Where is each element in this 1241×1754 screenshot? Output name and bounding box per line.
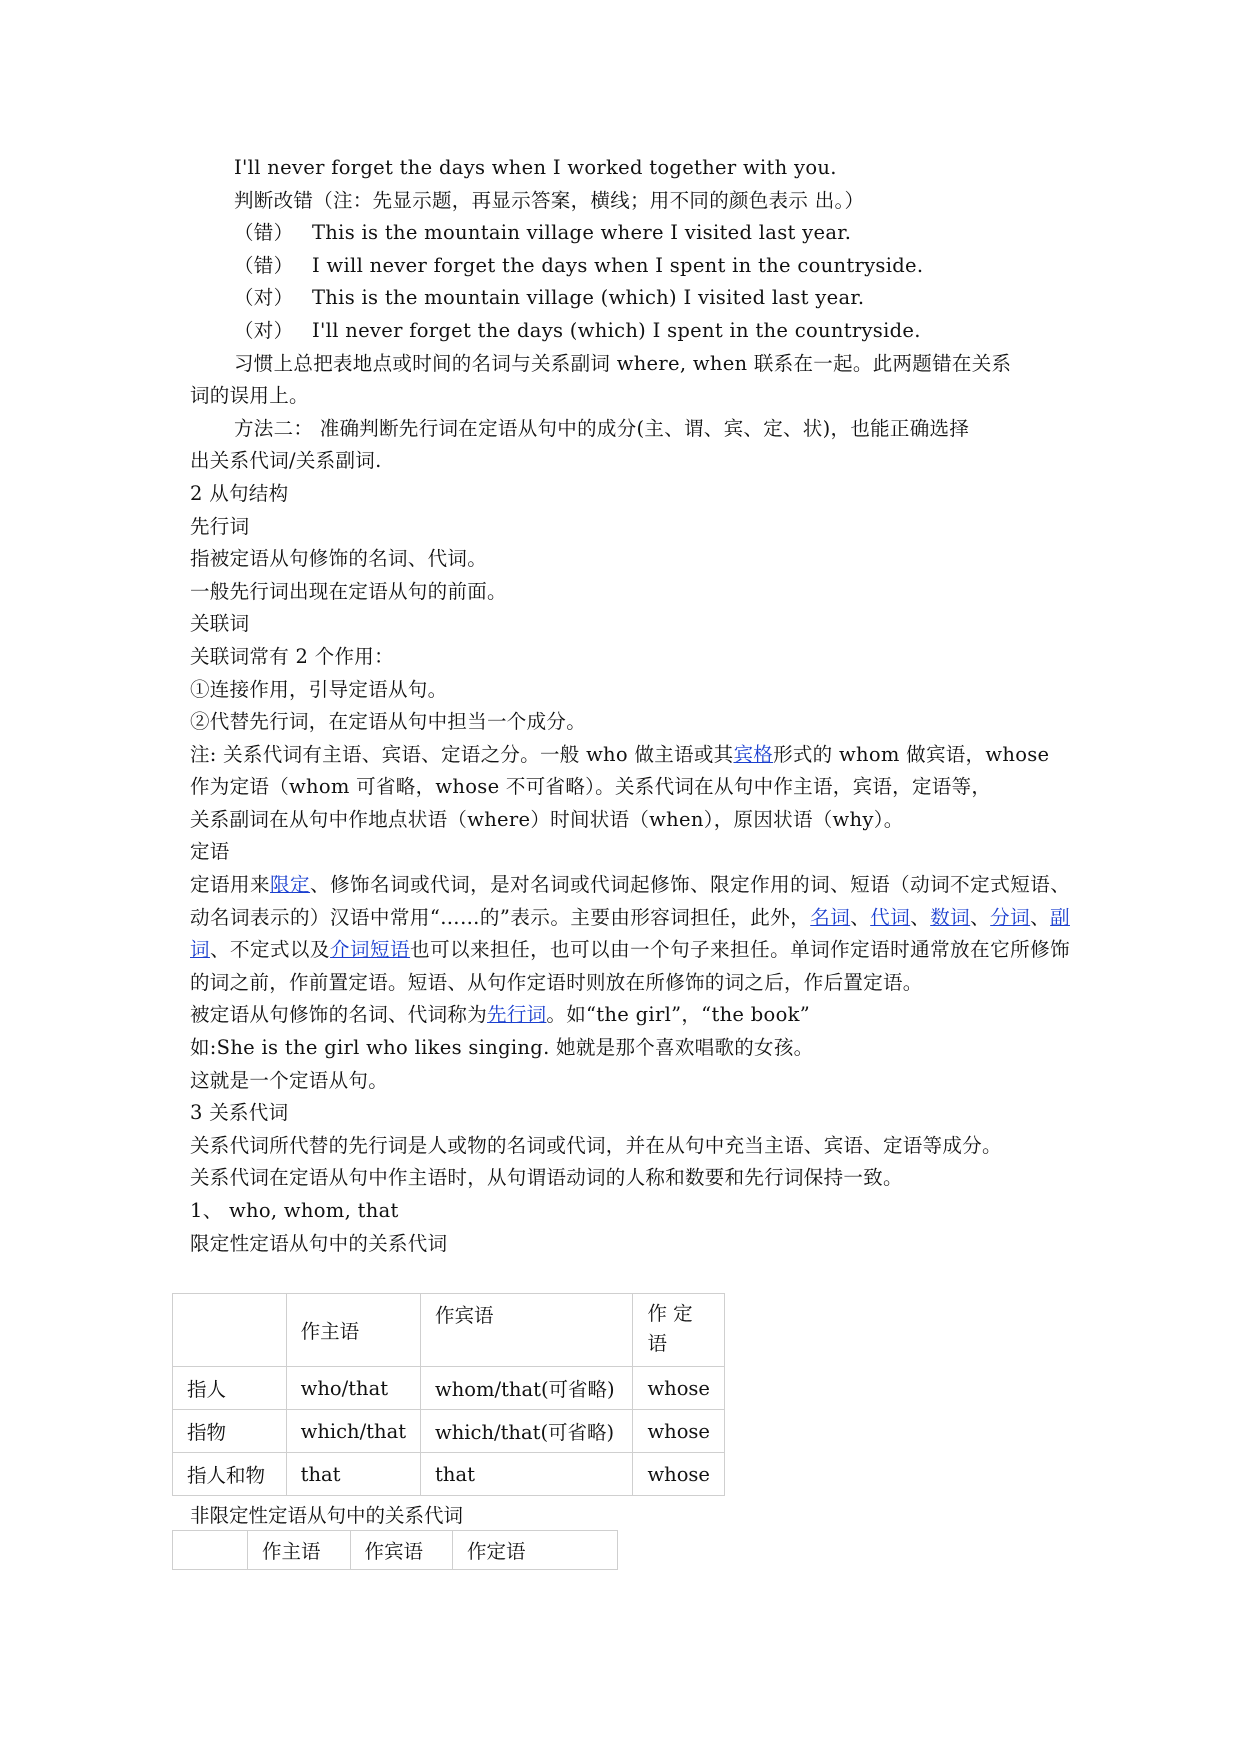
table-header-cell <box>173 1294 287 1367</box>
separator: 、 <box>850 905 871 929</box>
antecedent-note <box>190 999 1070 1032</box>
link-prepositional-phrase[interactable]: 介词短语 <box>330 938 411 962</box>
paragraph-text: 也可以来担任，也可以由一个句子来担任。单词作定语时通常放在它所修饰的词之前，作前置定语。短语、从句作定语时则放在所修饰的词之后，作后置定语。 <box>190 938 1070 994</box>
nonrestrictive-relative-pronoun-table <box>172 1530 618 1570</box>
table-cell: whose <box>633 1410 725 1453</box>
section-heading-3: 3 关系代词 <box>190 1101 289 1125</box>
table-cell: 指物 <box>173 1410 287 1453</box>
table-cell: that <box>286 1453 420 1496</box>
method-two-line-2: 出关系代词/关系副词. <box>190 449 382 473</box>
paragraph-text: 、不定式以及 <box>210 938 331 962</box>
table-cell: which/that <box>286 1410 420 1453</box>
paragraph-text: 、修饰名词或代词，是对名词或代词起修饰、限定作用的词、短语（动词不定式短语、动名词表示的）汉语中常用“……的”表示。主要由形容词担任，此外， <box>190 873 1071 929</box>
table-cell: whom/that(可省略) <box>421 1367 633 1410</box>
wrong-mark: （错） <box>234 221 294 245</box>
table-header-cell <box>173 1531 248 1570</box>
table1-caption: 限定性定语从句中的关系代词 <box>190 1231 448 1255</box>
document-body <box>190 152 1070 1260</box>
wrong-mark: （错） <box>234 253 294 277</box>
table-row <box>173 1367 725 1410</box>
exercise-text: I'll never forget the days (which) I spent in the countryside. <box>312 318 921 342</box>
correct-mark: （对） <box>234 286 294 310</box>
note-text: 形式的 whom 做宾语，whose <box>773 742 1050 766</box>
note-line-2: 作为定语（whom 可省略，whose 不可省略）。关系代词在从句中作主语，宾语，定语等， <box>190 775 992 799</box>
relative-word-function-2: ②代替先行词，在定语从句中担当一个成分。 <box>190 710 587 734</box>
example-line: 如:She is the girl who likes singing. 她就是那个喜欢唱歌的女孩。 <box>190 1036 814 1060</box>
section-heading-2: 2 从句结构 <box>190 481 289 505</box>
link-noun[interactable]: 名词 <box>810 905 851 929</box>
example-explanation: 这就是一个定语从句。 <box>190 1068 389 1092</box>
note-line-1 <box>190 739 1070 772</box>
table-cell: that <box>421 1453 633 1496</box>
table-cell: which/that(可省略) <box>421 1410 633 1453</box>
note-line-3: 关系副词在从句中作地点状语（where）时间状语（when），原因状语（why）。 <box>190 807 904 831</box>
link-limit[interactable]: 限定 <box>270 873 311 897</box>
relative-word-intro: 关联词常有 2 个作用： <box>190 644 394 668</box>
link-antecedent[interactable]: 先行词 <box>487 1003 547 1027</box>
link-pronoun[interactable]: 代词 <box>870 905 911 929</box>
separator: 、 <box>970 905 991 929</box>
table-header-row <box>173 1294 725 1367</box>
link-objective-case[interactable]: 宾格 <box>733 742 774 766</box>
method-two-line-1: 方法二： 准确判断先行词在定语从句中的成分(主、谓、宾、定、状)，也能正确选择 <box>234 416 970 440</box>
exercise-text: I will never forget the days when I spent in the countryside. <box>312 253 924 277</box>
habit-note-line-2: 词的误用上。 <box>190 384 309 408</box>
table-cell: whose <box>633 1367 725 1410</box>
exercise-item-3 <box>190 282 1070 315</box>
table-header-cell: 作主语 <box>248 1531 351 1570</box>
paragraph-text: 定语用来 <box>190 873 271 897</box>
table-cell: who/that <box>286 1367 420 1410</box>
table-cell: 指人 <box>173 1367 287 1410</box>
table-cell: 指人和物 <box>173 1453 287 1496</box>
correct-mark: （对） <box>234 318 294 342</box>
note-text: 被定语从句修饰的名词、代词称为 <box>190 1003 488 1027</box>
exercise-text: This is the mountain village (which) I visited last year. <box>312 286 865 310</box>
link-adverb[interactable]: 副词 <box>190 905 1070 962</box>
habit-note-line-1: 习惯上总把表地点或时间的名词与关系副词 where, when 联系在一起。此两题错在关系 <box>234 351 1012 375</box>
attribute-paragraph <box>190 869 1070 999</box>
table-row <box>173 1410 725 1453</box>
separator: 、 <box>1030 905 1051 929</box>
relative-pronoun-desc-1: 关系代词所代替的先行词是人或物的名词或代词，并在从句中充当主语、宾语、定语等成分。 <box>190 1133 1002 1157</box>
table-header-cell: 作 定语 <box>633 1294 725 1367</box>
table-header-row <box>173 1531 618 1570</box>
note-text: 注: 关系代词有主语、宾语、定语之分。一般 who 做主语或其 <box>190 742 734 766</box>
relative-pronoun-desc-2: 关系代词在定语从句中作主语时，从句谓语动词的人称和数要和先行词保持一致。 <box>190 1166 903 1190</box>
table2-caption: 非限定性定语从句中的关系代词 <box>190 1504 464 1527</box>
subheading-attribute: 定语 <box>190 840 230 864</box>
subheading-relative-word: 关联词 <box>190 612 250 636</box>
exercise-item-1 <box>190 217 1070 250</box>
link-participle[interactable]: 分词 <box>990 905 1031 929</box>
separator: 、 <box>910 905 931 929</box>
antecedent-definition: 指被定语从句修饰的名词、代词。 <box>190 547 488 571</box>
note-text: 。如“the girl”，“the book” <box>546 1003 811 1027</box>
relative-word-function-1: ①连接作用，引导定语从句。 <box>190 677 448 701</box>
subsection-who-whom-that: 1、 who, whom, that <box>190 1199 399 1222</box>
exercise-item-2 <box>190 250 1070 283</box>
table-header-cell: 作定语 <box>453 1531 618 1570</box>
antecedent-position: 一般先行词出现在定语从句的前面。 <box>190 579 507 603</box>
table-row <box>173 1453 725 1496</box>
link-numeral[interactable]: 数词 <box>930 905 971 929</box>
table-cell: whose <box>633 1453 725 1496</box>
table-header-cell: 作主语 <box>286 1294 420 1367</box>
exercise-text: This is the mountain village where I visited last year. <box>312 221 852 245</box>
exercise-item-4 <box>190 315 1070 348</box>
table-header-cell: 作宾语 <box>421 1294 633 1367</box>
restrictive-relative-pronoun-table <box>172 1293 725 1496</box>
table-header-cell: 作宾语 <box>350 1531 453 1570</box>
exercise-instruction: 判断改错（注：先显示题，再显示答案，横线；用不同的颜色表示 出。） <box>234 188 865 212</box>
example-sentence: I'll never forget the days when I worked together with you. <box>234 156 837 179</box>
subheading-antecedent: 先行词 <box>190 514 250 538</box>
